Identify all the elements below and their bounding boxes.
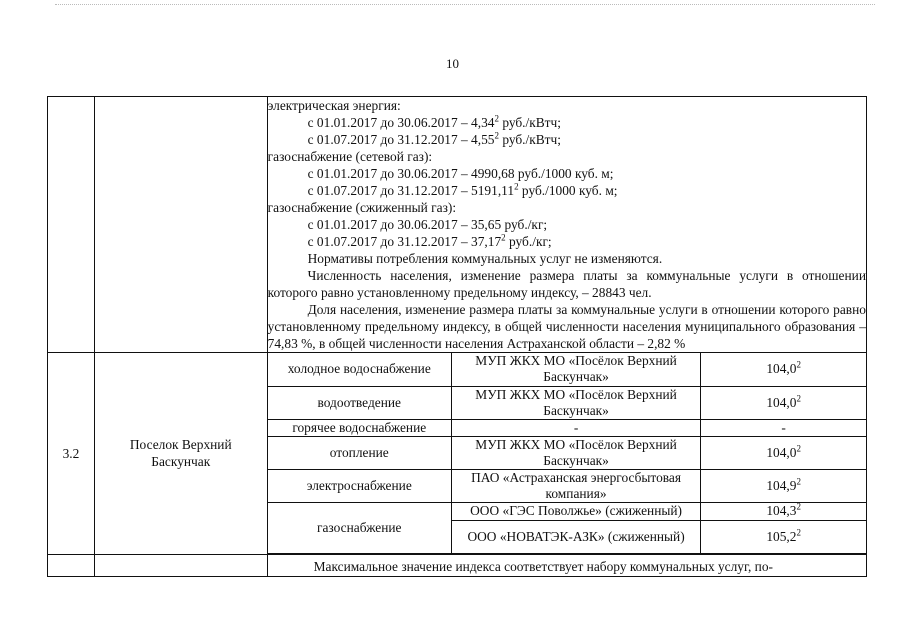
tariff-heading [268, 97, 866, 114]
service-row [268, 419, 866, 436]
line-unit: руб./1000 куб. м; [518, 183, 618, 198]
service-row [268, 386, 866, 419]
services-table [268, 353, 866, 554]
index-value [701, 436, 866, 469]
tariff-period-line [268, 182, 866, 199]
line-unit: руб./кг; [505, 234, 552, 249]
service-name: отопление [268, 436, 452, 469]
index-value [701, 386, 866, 419]
index-value [701, 502, 866, 520]
line-text: с 01.07.2017 до 31.12.2017 – 4,55 [307, 132, 495, 147]
footnote-mark: 2 [514, 181, 519, 192]
line-text: газоснабжение (сжиженный газ): [267, 200, 457, 215]
footnote-mark: 2 [796, 393, 801, 404]
final-row [48, 554, 867, 576]
continuation-row [48, 97, 867, 353]
service-row [268, 469, 866, 502]
final-text-cell [267, 554, 866, 576]
footnote-mark: 2 [501, 232, 506, 243]
index-number: 104,0 [766, 361, 797, 377]
service-name: водоотведение [268, 386, 452, 419]
index-number: 104,0 [766, 394, 797, 410]
tariff-heading [268, 148, 866, 165]
line-text: с 01.07.2017 до 31.12.2017 – 37,17 [307, 234, 502, 249]
line-text: с 01.01.2017 до 30.06.2017 – 4990,68 руб./1000 куб. м; [307, 166, 614, 181]
footnote-mark: 2 [796, 359, 801, 370]
tariff-period-line [268, 233, 866, 250]
service-name: горячее водоснабжение [268, 419, 452, 436]
line-text: с 01.01.2017 до 30.06.2017 – 4,34 [307, 115, 495, 130]
continuation-locality-cell [94, 97, 267, 353]
footnote-mark: 2 [494, 113, 499, 124]
share-paragraph: Доля населения, изменение размера платы за коммунальные услуги в отношении которого равно установленному предельному индексу, в общей численности населения муниципального образования – 74,83 %, в общей численности населения Астраханской области – 2,82 % [267, 302, 866, 351]
row-number: 3.2 [48, 353, 95, 555]
page-number: 10 [446, 56, 459, 71]
service-row [268, 502, 866, 520]
line-text: с 01.07.2017 до 31.12.2017 – 5191,11 [307, 183, 515, 198]
provider-name: ООО «ГЭС Поволжье» (сжиженный) [451, 502, 700, 520]
line-unit: руб./кВтч; [498, 115, 561, 130]
service-name: холодное водоснабжение [268, 353, 452, 386]
provider-name: МУП ЖКХ МО «Посёлок Верхний Баскунчак» [451, 353, 700, 386]
line-unit: руб./кВтч; [498, 132, 561, 147]
index-number: 104,3 [766, 503, 797, 518]
tariff-period-line [268, 165, 866, 182]
service-name: газоснабжение [268, 502, 452, 553]
footnote-mark: 2 [494, 130, 499, 141]
continuation-description-cell [267, 97, 866, 353]
tariff-period-line [268, 131, 866, 148]
index-number: 105,2 [766, 528, 797, 544]
line-text: электрическая энергия: [267, 98, 401, 113]
service-row [268, 436, 866, 469]
index-value [701, 353, 866, 386]
provider-name: - [451, 419, 700, 436]
population-paragraph: Численность населения, изменение размера платы за коммунальные услуги в отношении которого равно установленному предельному индексу, – 28843 чел. [267, 268, 866, 300]
tariff-table [47, 96, 867, 577]
footnote-mark: 2 [796, 527, 801, 538]
table-row [48, 353, 867, 555]
index-number: 104,9 [766, 477, 797, 493]
locality-name: Поселок Верхний Баскунчак [94, 353, 267, 555]
index-value [701, 520, 866, 553]
scan-edge-line [55, 4, 875, 5]
final-number-cell [48, 554, 95, 576]
tariff-heading [268, 199, 866, 216]
continuation-number-cell [48, 97, 95, 353]
provider-name: ООО «НОВАТЭК-АЗК» (сжиженный) [451, 520, 700, 553]
service-row [268, 353, 866, 386]
line-text: с 01.01.2017 до 30.06.2017 – 35,65 руб./кг; [307, 217, 548, 232]
index-value [701, 419, 866, 436]
index-value [701, 469, 866, 502]
services-cell [267, 353, 866, 555]
provider-name: МУП ЖКХ МО «Посёлок Верхний Баскунчак» [451, 386, 700, 419]
final-locality-cell [94, 554, 267, 576]
footnote-mark: 2 [796, 443, 801, 454]
footnote-mark: 2 [796, 476, 801, 487]
index-number: - [781, 419, 786, 435]
index-number: 104,0 [766, 444, 797, 460]
tariff-period-line [268, 114, 866, 131]
provider-name: ПАО «Астраханская энергосбытовая компания» [451, 469, 700, 502]
line-text: газоснабжение (сетевой газ): [267, 149, 433, 164]
tariff-period-line [268, 216, 866, 233]
footnote-mark: 2 [796, 501, 801, 512]
provider-name: МУП ЖКХ МО «Посёлок Верхний Баскунчак» [451, 436, 700, 469]
norms-paragraph: Нормативы потребления коммунальных услуг не изменяются. [307, 251, 663, 266]
max-index-text: Максимальное значение индекса соответствует набору коммунальных услуг, по- [313, 558, 773, 574]
tariff-lines [268, 97, 866, 250]
service-name: электроснабжение [268, 469, 452, 502]
